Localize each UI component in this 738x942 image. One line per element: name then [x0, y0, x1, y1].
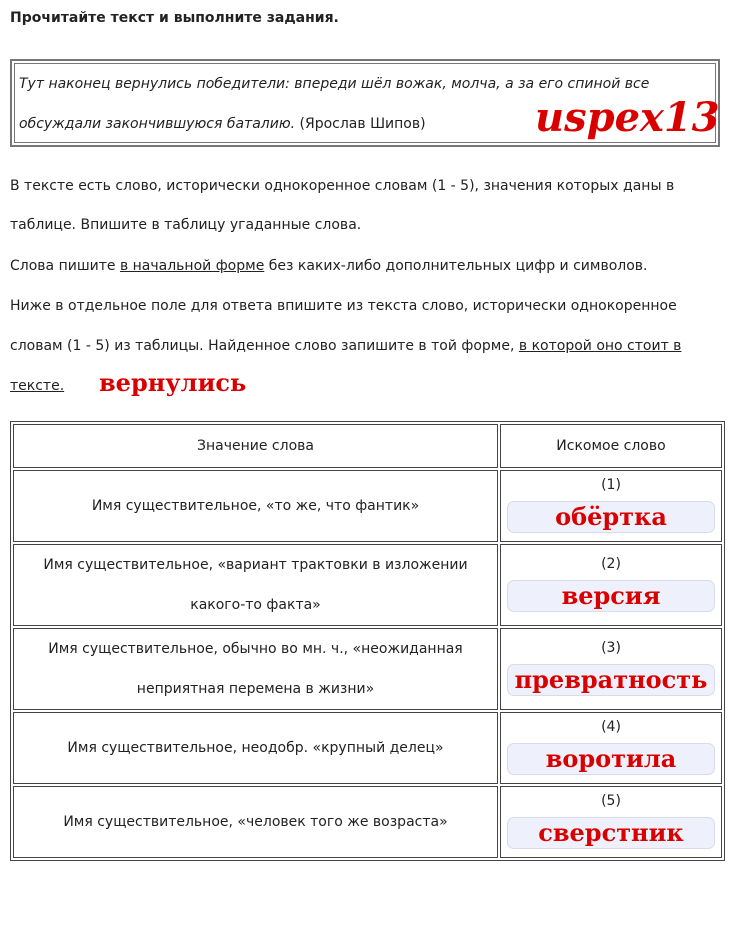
quote-line-2: [19, 114, 426, 134]
quote-frame: [10, 59, 720, 147]
text-word-answer[interactable]: вернулись: [99, 368, 247, 397]
quote-text-1: Тут наконец вернулись победители: впереди шёл вожак, молча, а за его спиной все: [19, 76, 650, 92]
meaning-text-line1: Имя существительное, «вариант трактовки в изложении: [43, 557, 468, 573]
instruction-p3-line2-pre: словам (1 - 5) из таблицы. Найденное слово запишите в той форме,: [10, 338, 519, 354]
word-cell: [500, 544, 722, 626]
word-cell: [500, 628, 722, 710]
meaning-text: Имя существительное, «то же, что фантик»: [91, 498, 420, 514]
meaning-text-line1: Имя существительное, обычно во мн. ч., «неожиданная: [48, 641, 463, 657]
word-cell: [500, 786, 722, 858]
table-row: [13, 786, 722, 858]
meaning-cell: [13, 786, 498, 858]
meaning-text-line2: какого-то факта»: [190, 597, 321, 613]
quote-text-2: обсуждали закончившуюся баталию.: [19, 116, 296, 132]
row-number: (1): [601, 477, 621, 493]
task-heading: Прочитайте текст и выполните задания.: [10, 10, 339, 26]
answer-field-4[interactable]: воротила: [507, 743, 715, 775]
table-row: [13, 628, 722, 710]
words-table: [10, 421, 725, 861]
instruction-p2-pre: Слова пишите: [10, 258, 120, 274]
meaning-text: Имя существительное, неодобр. «крупный делец»: [67, 740, 444, 756]
answer-field-2[interactable]: версия: [507, 580, 715, 612]
instruction-p3-line3: [10, 376, 64, 396]
header-meaning: Значение слова: [13, 424, 498, 468]
instruction-link-form-in-text[interactable]: в которой оно стоит в: [518, 338, 682, 354]
header-word: Искомое слово: [500, 424, 722, 468]
table-header-row: [13, 424, 722, 468]
instruction-link-initial-form[interactable]: в начальной форме: [119, 258, 265, 274]
quote-box: [14, 63, 720, 143]
watermark-uspex13: uspex13: [535, 94, 720, 141]
word-cell: [500, 712, 722, 784]
word-cell: [500, 470, 722, 542]
answer-field-5[interactable]: сверстник: [507, 817, 715, 849]
row-number: (2): [601, 556, 621, 572]
instruction-link-text[interactable]: тексте.: [10, 378, 65, 394]
table-row: [13, 470, 722, 542]
meaning-cell: [13, 470, 498, 542]
meaning-text: Имя существительное, «человек того же возраста»: [63, 814, 448, 830]
answer-field-1[interactable]: обёртка: [507, 501, 715, 533]
row-number: (5): [601, 793, 621, 809]
instruction-p2-post: без каких-либо дополнительных цифр и символов.: [264, 258, 648, 274]
meaning-cell: [13, 712, 498, 784]
row-number: (4): [601, 719, 621, 735]
table-row: [13, 712, 722, 784]
instruction-p2: [10, 256, 647, 276]
meaning-cell: [13, 544, 498, 626]
meaning-text-line2: неприятная перемена в жизни»: [136, 681, 375, 697]
instruction-p3-line1: Ниже в отдельное поле для ответа впишите из текста слово, исторически однокоренное: [10, 298, 677, 314]
instruction-p3-line2: [10, 336, 681, 356]
instruction-p1-line2: таблице. Впишите в таблицу угаданные слова.: [10, 217, 362, 233]
row-number: (3): [601, 640, 621, 656]
meaning-cell: [13, 628, 498, 710]
quote-author: (Ярослав Шипов): [295, 116, 426, 132]
quote-line-1: [19, 74, 649, 94]
answer-field-3[interactable]: превратность: [507, 664, 715, 696]
table-row: [13, 544, 722, 626]
instruction-p1-line1: В тексте есть слово, исторически однокоренное словам (1 - 5), значения которых даны в: [10, 178, 675, 194]
